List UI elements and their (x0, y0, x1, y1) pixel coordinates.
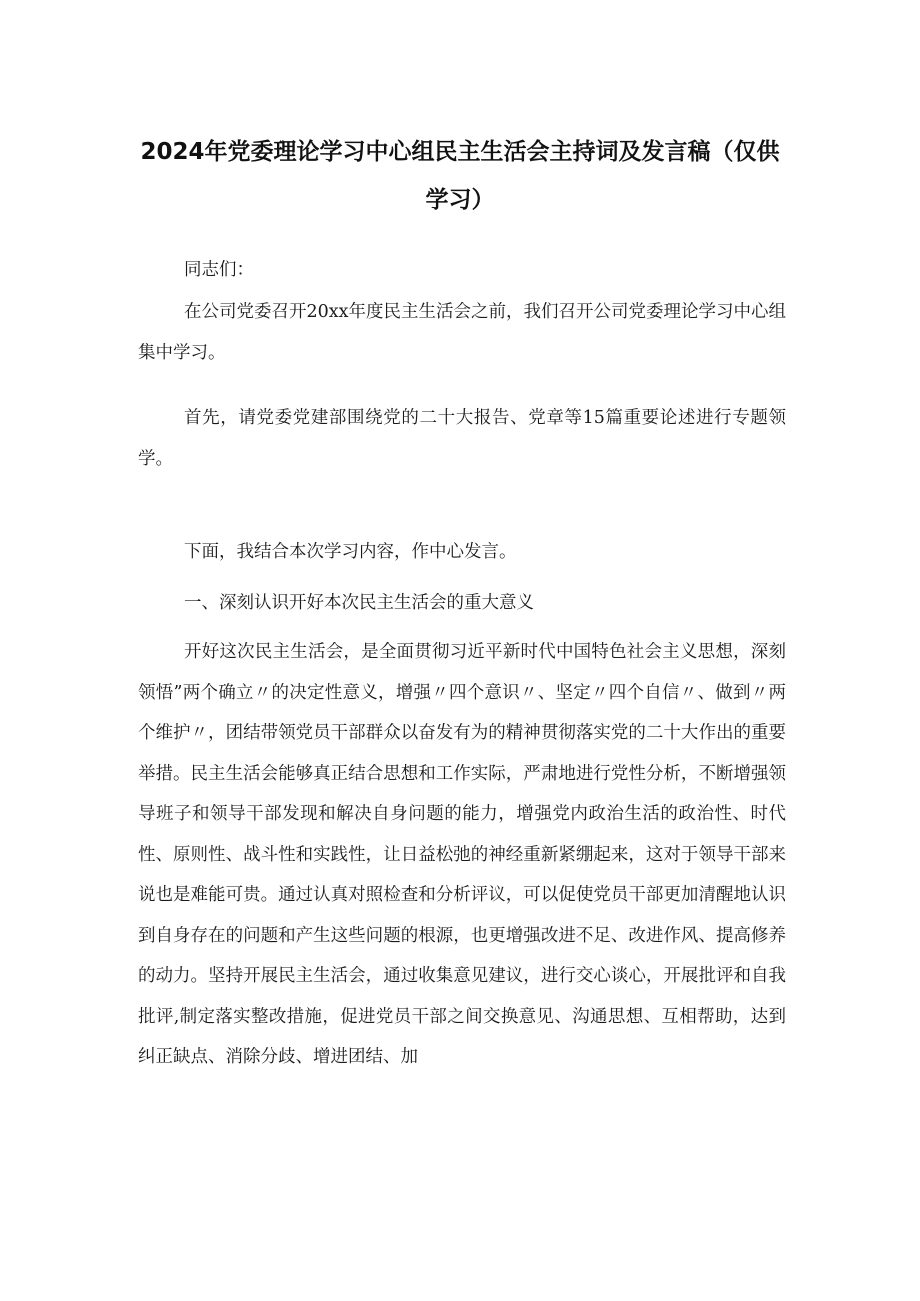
section-heading: 一、深刻认识开好本次民主生活会的重大意义 (184, 593, 534, 613)
document-title: 2024年党委理论学习中心组民主生活会主持词及发言稿（仅供学习） (140, 139, 780, 213)
paragraph-first: 首先，请党委党建部围绕党的二十大报告、党章等15篇重要论述进行专题领学。 (138, 408, 786, 469)
paragraph-main: 开好这次民主生活会，是全面贯彻习近平新时代中国特色社会主义思想，深刻领悟”两个确立〃的决定性意义，增强〃四个意识〃、坚定〃四个自信〃、做到〃两个维护〃，团结带领党员干部群众以奋发有为的精神贯彻落实党的二十大作出的重要举措。民主生活会能够真正结合思想和工作实际，严肃地进行党性分析，不断增强领导班子和领导干部发现和解决自身问题的能力，增强党内政治生活的政治性、时代性、原则性、战斗性和实践性，让日益松弛的神经重新紧绷起来，这对于领导干部来说也是难能可贵。通过认真对照检查和分析评议，可以促使党员干部更加清醒地认识到自身存在的问题和产生这些问题的根源，也更增强改进不足、改进作风、提高修养的动力。坚持开展民主生活会，通过收集意见建议，进行交心谈心，开展批评和自我批评,制定落实整改措施，促进党员干部之间交换意见、沟通思想、互相帮助，达到纠正缺点、消除分歧、增进团结、加 (138, 642, 786, 1067)
paragraph-intro: 在公司党委召开20xx年度民主生活会之前，我们召开公司党委理论学习中心组集中学习。 (138, 302, 787, 363)
greeting: 同志们： (184, 260, 254, 280)
paragraph-below: 下面，我结合本次学习内容，作中心发言。 (184, 542, 517, 562)
